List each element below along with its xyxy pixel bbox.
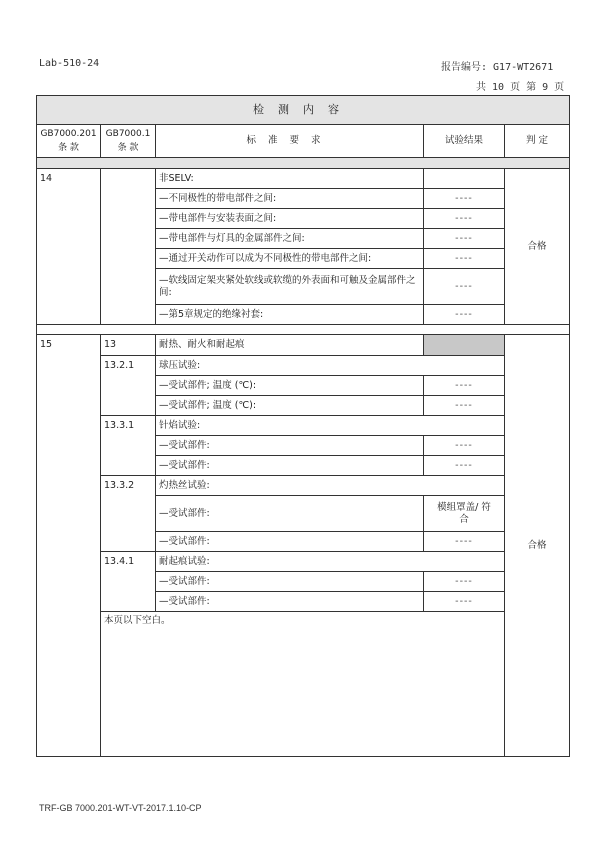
clause-14: 14: [37, 169, 101, 325]
result-value: ----: [424, 189, 505, 209]
result-value: 模组罩盖/ 符 合: [424, 496, 505, 532]
report-number: 报告编号: G17-WT2671: [441, 62, 554, 73]
result-value: ----: [424, 436, 505, 456]
test-title-glow-wire: 灼热丝试验:: [156, 476, 505, 496]
subclause-13-4-1: 13.4.1: [101, 552, 156, 612]
result-value: ----: [424, 229, 505, 249]
requirement-item: —带电部件与安装表面之间:: [156, 209, 424, 229]
subclause-13-2-1: 13.2.1: [101, 356, 156, 416]
col-header-result: 试验结果: [424, 125, 505, 158]
col-header-gb7000-201: GB7000.201 条 款: [37, 125, 101, 158]
result-value: ----: [424, 572, 505, 592]
result-value: ----: [424, 456, 505, 476]
requirement-item: —受试部件:: [156, 532, 424, 552]
requirement-item: —受试部件:: [156, 456, 424, 476]
subclause-13: 13: [101, 335, 156, 356]
result-value: ----: [424, 269, 505, 305]
result-value: ----: [424, 592, 505, 612]
result-value: ----: [424, 376, 505, 396]
result-value: ----: [424, 396, 505, 416]
requirement-item: —通过开关动作可以成为不同极性的带电部件之间:: [156, 249, 424, 269]
col-header-verdict: 判 定: [505, 125, 570, 158]
page-info: 共 10 页 第 9 页: [476, 82, 565, 93]
test-title-ball-pressure: 球压试验:: [156, 356, 505, 376]
footer-code: TRF-GB 7000.201-WT-VT-2017.1.10-CP: [39, 803, 202, 813]
inspection-table: [36, 95, 570, 757]
requirement-item: —不同极性的带电部件之间:: [156, 189, 424, 209]
result-cell-empty: [424, 169, 505, 189]
subclause-13-3-1: 13.3.1: [101, 416, 156, 476]
clause-15: 15: [37, 335, 101, 757]
result-value: ----: [424, 305, 505, 325]
blank-note: 本页以下空白。: [101, 612, 570, 757]
requirement-item: —带电部件与灯具的金属部件之间:: [156, 229, 424, 249]
requirement-heading: 非SELV:: [156, 169, 424, 189]
verdict-section-15: 合格: [505, 335, 570, 757]
requirement-item: —受试部件; 温度 (℃):: [156, 396, 424, 416]
result-value: ----: [424, 532, 505, 552]
col-header-gb7000-1: GB7000.1 条 款: [101, 125, 156, 158]
result-value: ----: [424, 209, 505, 229]
section-title: 耐热、耐火和耐起痕: [156, 335, 424, 356]
requirement-item: —受试部件:: [156, 436, 424, 456]
requirement-item: —第5章规定的绝缘衬套:: [156, 305, 424, 325]
requirement-item: —软线固定架夹紧处软线或软缆的外表面和可触及金属部件之间:: [156, 269, 424, 305]
col-header-requirement: 标准要求: [156, 125, 424, 158]
requirement-item: —受试部件:: [156, 592, 424, 612]
test-title-tracking: 耐起痕试验:: [156, 552, 505, 572]
table-title: 检测内容: [37, 96, 570, 125]
requirement-item: —受试部件; 温度 (℃):: [156, 376, 424, 396]
test-title-needle-flame: 针焰试验:: [156, 416, 505, 436]
requirement-item: —受试部件:: [156, 572, 424, 592]
result-value: ----: [424, 249, 505, 269]
result-shaded-cell: [424, 335, 505, 356]
separator-row: [37, 325, 570, 335]
lab-code: Lab-510-24: [39, 58, 100, 69]
subclause-13-3-2: 13.3.2: [101, 476, 156, 552]
empty-clause-cell: [101, 169, 156, 325]
divider-row: [37, 158, 570, 169]
requirement-item: —受试部件:: [156, 496, 424, 532]
verdict-section-14: 合格: [505, 169, 570, 325]
